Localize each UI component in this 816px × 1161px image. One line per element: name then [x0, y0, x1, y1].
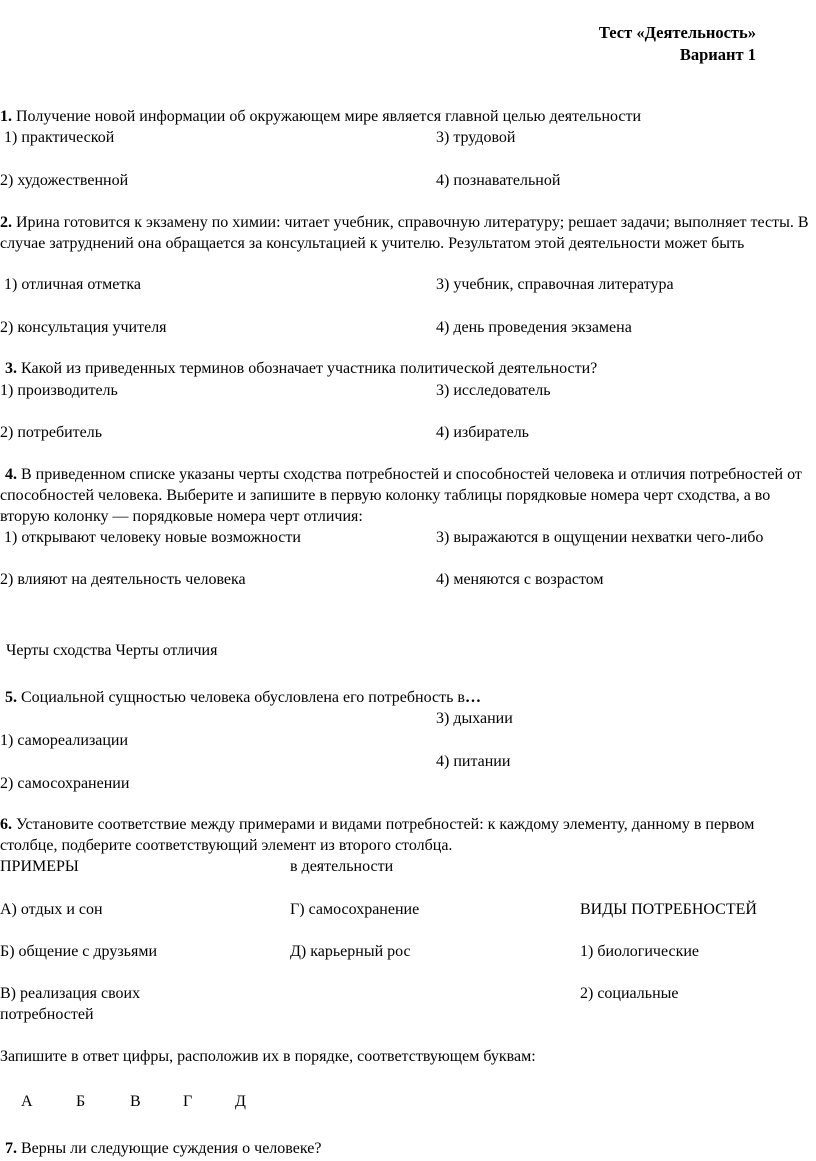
question-text: В приведенном списке указаны черты сходства потребностей и способностей человека и отличия потребностей от способностей человека. Выберите и запишите в первую колонку таблицы порядковые номера черт сходства, а во вторую колонку — порядковые номера черт отличия: [0, 466, 802, 525]
answer-option: 2) самосохранении [0, 775, 130, 792]
example-item-continued: потребностей [0, 1006, 94, 1023]
question-2 [0, 212, 812, 254]
answer-option: 1) отличная отметка [4, 276, 141, 293]
answer-option: 3) исследователь [436, 382, 551, 399]
answer-option: 4) избиратель [436, 424, 529, 441]
answer-option: 2) потребитель [0, 424, 103, 441]
question-text: Установите соответствие между примерами и видами потребностей: к каждому элементу, данному в первом столбце, подберите соответствующий элемент из второго столбца. [0, 816, 755, 854]
answer-option: 1) открывают человеку новые возможности [4, 529, 301, 546]
answer-option: 1) производитель [0, 382, 118, 399]
answer-option: 1) самореализации [0, 732, 129, 749]
question-number: 1. [0, 108, 12, 125]
question-number: 2. [0, 214, 12, 231]
answer-option: 2) художественной [0, 172, 129, 189]
answer-letter: Г [183, 1093, 193, 1110]
answer-table-header: Черты сходства Черты отличия [6, 642, 218, 659]
answer-option: 3) учебник, справочная литература [436, 276, 674, 293]
answer-option: 3) выражаются в ощущении нехватки чего-либо [436, 529, 764, 546]
test-title: Тест «Деятельность» [598, 23, 756, 42]
question-text: Социальной сущностью человека обусловлена его потребность в [21, 689, 465, 706]
answer-letter: Д [235, 1093, 246, 1110]
question-number: 7. [5, 1140, 17, 1157]
question-1 [0, 106, 641, 127]
type-item: 2) социальные [580, 985, 679, 1002]
answer-option: 4) познавательной [436, 172, 561, 189]
column-header-types: ВИДЫ ПОТРЕБНОСТЕЙ [580, 901, 757, 918]
question-ellipsis: … [464, 689, 481, 706]
question-6 [0, 814, 812, 856]
question-text: Какой из приведенных терминов обозначает участника политической деятельности? [21, 360, 598, 377]
question-text: Ирина готовится к экзамену по химии: читает учебник, справочную литературу; решает задачи; выполняет тесты. В случае затруднений она обращается за консультацией к учителю. Результатом этой деятельности может быть [0, 214, 809, 252]
example-item: Д) карьерный рос [290, 943, 411, 960]
column-header-activity: в деятельности [290, 858, 394, 875]
question-4 [0, 464, 812, 527]
answer-option: 3) трудовой [436, 129, 516, 146]
answer-option: 4) день проведения экзамена [436, 319, 632, 336]
example-item: В) реализация своих [0, 985, 141, 1002]
question-text: Верны ли следующие суждения о человеке? [21, 1140, 322, 1157]
question-number: 3. [5, 360, 17, 377]
question-7 [5, 1138, 321, 1159]
question-number: 5. [5, 689, 17, 706]
answer-letter: А [21, 1093, 33, 1110]
variant-label: Вариант 1 [679, 45, 756, 64]
question-text: Получение новой информации об окружающем мире является главной целью деятельности [16, 108, 642, 125]
example-item: Б) общение с друзьями [0, 943, 157, 960]
answer-letter: В [130, 1093, 141, 1110]
question-5 [5, 687, 481, 708]
type-item: 1) биологические [580, 943, 700, 960]
question-number: 4. [5, 466, 17, 483]
answer-option: 2) консультация учителя [0, 319, 167, 336]
column-header-examples: ПРИМЕРЫ [0, 858, 79, 875]
example-item: Г) самосохранение [290, 901, 420, 918]
answer-option: 4) питании [436, 753, 511, 770]
answer-option: 2) влияют на деятельность человека [0, 571, 246, 588]
answer-prompt: Запишите в ответ цифры, расположив их в порядке, соответствующем буквам: [0, 1048, 536, 1065]
question-number: 6. [0, 816, 12, 833]
question-3 [5, 358, 597, 379]
answer-option: 3) дыхании [436, 710, 513, 727]
answer-option: 4) меняются с возрастом [436, 571, 604, 588]
answer-letter: Б [76, 1093, 86, 1110]
example-item: А) отдых и сон [0, 901, 103, 918]
answer-option: 1) практической [4, 129, 115, 146]
